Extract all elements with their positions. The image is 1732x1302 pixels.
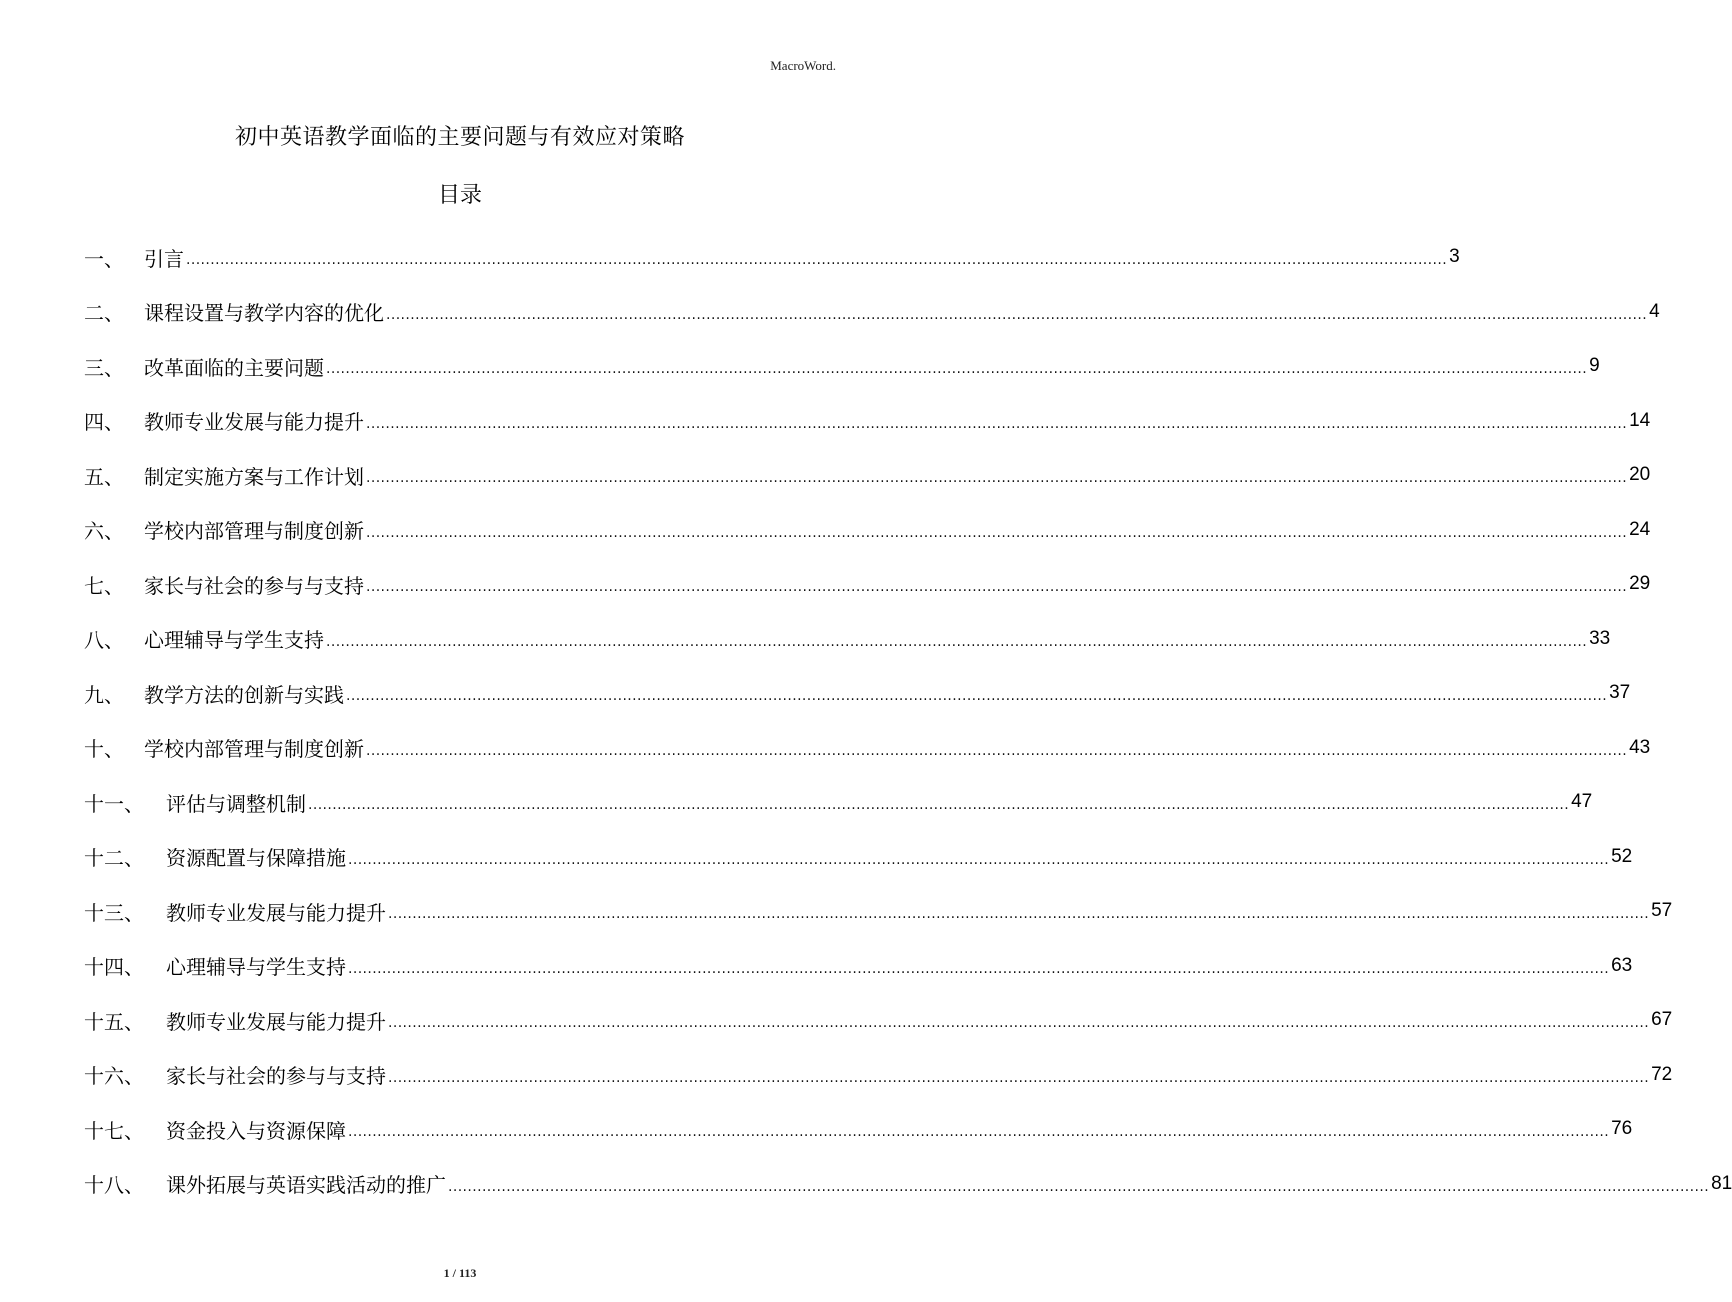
toc-entry-title: 教师专业发展与能力提升	[166, 1009, 386, 1034]
toc-entry-title: 资金投入与资源保障	[166, 1118, 346, 1143]
toc-dot-leader: ....................................................................................................................................................................................................................................................................	[388, 1069, 1650, 1086]
toc-dot-leader: ....................................................................................................................................................................................................................................................................	[366, 742, 1628, 759]
toc-dot-leader: ....................................................................................................................................................................................................................................................................	[366, 579, 1628, 596]
toc-entry-number: 八、	[84, 628, 124, 653]
toc-entry-title: 教师专业发展与能力提升	[144, 410, 364, 435]
toc-entry-title: 引言	[144, 246, 184, 271]
toc-entry-number: 四、	[84, 410, 124, 435]
toc-entry-page: 3	[1449, 246, 1460, 268]
toc-entry-title: 制定实施方案与工作计划	[144, 464, 364, 489]
toc-entry-title: 心理辅导与学生支持	[144, 628, 324, 653]
toc-entry[interactable]	[84, 394, 1651, 449]
toc-entry-title: 教学方法的创新与实践	[144, 682, 344, 707]
toc-entry-page: 37	[1609, 682, 1631, 704]
toc-entry[interactable]	[84, 1048, 1673, 1103]
toc-entry-page: 47	[1571, 791, 1593, 813]
toc-dot-leader: ....................................................................................................................................................................................................................................................................	[326, 361, 1588, 378]
toc-entry[interactable]	[84, 230, 1460, 285]
document-title: 初中英语教学面临的主要问题与有效应对策略	[234, 125, 685, 150]
toc-entry-number: 十四、	[84, 955, 144, 980]
toc-entry-number: 一、	[84, 246, 124, 271]
toc-entry-number: 七、	[84, 573, 124, 598]
toc-entry-number: 六、	[84, 519, 124, 544]
toc-entry-title: 课程设置与教学内容的优化	[144, 301, 384, 326]
toc-entry-page: 4	[1649, 300, 1660, 322]
toc-entry-number: 九、	[84, 682, 124, 707]
toc-entry-page: 76	[1611, 1118, 1633, 1140]
toc-entry[interactable]	[84, 612, 1611, 667]
toc-entry-number: 十八、	[84, 1173, 144, 1198]
toc-entry-number: 十五、	[84, 1009, 144, 1034]
toc-entry-title: 改革面临的主要问题	[144, 355, 324, 380]
toc-dot-leader: ....................................................................................................................................................................................................................................................................	[348, 1124, 1610, 1141]
toc-entry[interactable]	[84, 721, 1651, 776]
toc-entry-page: 43	[1629, 736, 1651, 758]
toc-entry-page: 9	[1589, 355, 1600, 377]
toc-entry-title: 家长与社会的参与与支持	[144, 573, 364, 598]
toc-entry-number: 五、	[84, 464, 124, 489]
toc-entry[interactable]	[84, 830, 1633, 885]
toc-entry-page: 33	[1589, 627, 1611, 649]
toc-dot-leader: ....................................................................................................................................................................................................................................................................	[388, 1015, 1650, 1032]
toc-entry[interactable]	[84, 503, 1651, 558]
toc-entry-number: 十一、	[84, 791, 144, 816]
toc-entry-title: 课外拓展与英语实践活动的推广	[166, 1173, 446, 1198]
toc-entry-page: 63	[1611, 954, 1633, 976]
toc-entry-number: 十三、	[84, 900, 144, 925]
toc-entry[interactable]	[84, 993, 1673, 1048]
toc-dot-leader: ....................................................................................................................................................................................................................................................................	[388, 906, 1650, 923]
toc-entry-page: 24	[1629, 518, 1651, 540]
toc-dot-leader: ....................................................................................................................................................................................................................................................................	[308, 797, 1570, 814]
toc-entry[interactable]	[84, 339, 1600, 394]
toc-entry[interactable]	[84, 448, 1651, 503]
toc-entry-page: 29	[1629, 573, 1651, 595]
toc-dot-leader: ....................................................................................................................................................................................................................................................................	[346, 688, 1608, 705]
toc-entry[interactable]	[84, 775, 1593, 830]
table-of-contents	[84, 230, 1732, 1211]
toc-dot-leader: ....................................................................................................................................................................................................................................................................	[348, 960, 1610, 977]
toc-entry-page: 20	[1629, 464, 1651, 486]
toc-dot-leader: ....................................................................................................................................................................................................................................................................	[366, 470, 1628, 487]
toc-entry-page: 72	[1651, 1063, 1673, 1085]
toc-entry[interactable]	[84, 884, 1673, 939]
toc-entry-page: 14	[1629, 409, 1651, 431]
toc-entry-number: 十、	[84, 737, 124, 762]
toc-heading: 目录	[437, 183, 482, 208]
toc-entry-page: 67	[1651, 1009, 1673, 1031]
toc-dot-leader: ....................................................................................................................................................................................................................................................................	[366, 415, 1628, 432]
page-indicator: 1 / 113	[443, 1266, 477, 1280]
toc-entry[interactable]	[84, 557, 1651, 612]
toc-dot-leader: ....................................................................................................................................................................................................................................................................	[386, 306, 1648, 323]
toc-entry-title: 家长与社会的参与与支持	[166, 1064, 386, 1089]
toc-entry[interactable]	[84, 1102, 1633, 1157]
toc-entry-number: 十七、	[84, 1118, 144, 1143]
toc-entry-title: 资源配置与保障措施	[166, 846, 346, 871]
toc-entry-title: 学校内部管理与制度创新	[144, 519, 364, 544]
toc-dot-leader: ....................................................................................................................................................................................................................................................................	[366, 524, 1628, 541]
toc-entry-title: 评估与调整机制	[166, 791, 306, 816]
toc-entry-number: 三、	[84, 355, 124, 380]
toc-entry-title: 心理辅导与学生支持	[166, 955, 346, 980]
toc-entry-page: 57	[1651, 900, 1673, 922]
toc-entry[interactable]	[84, 1157, 1732, 1212]
toc-dot-leader: ....................................................................................................................................................................................................................................................................	[186, 252, 1448, 269]
toc-dot-leader: ....................................................................................................................................................................................................................................................................	[348, 851, 1610, 868]
toc-dot-leader: ....................................................................................................................................................................................................................................................................	[326, 633, 1588, 650]
toc-dot-leader: ....................................................................................................................................................................................................................................................................	[448, 1178, 1710, 1195]
toc-entry[interactable]	[84, 666, 1631, 721]
toc-entry-title: 教师专业发展与能力提升	[166, 900, 386, 925]
toc-entry[interactable]	[84, 939, 1633, 994]
toc-entry-number: 十六、	[84, 1064, 144, 1089]
toc-entry-page: 52	[1611, 845, 1633, 867]
toc-entry[interactable]	[84, 285, 1660, 340]
toc-entry-number: 二、	[84, 301, 124, 326]
header-brand: MacroWord.	[770, 58, 836, 73]
toc-entry-page: 81	[1711, 1172, 1732, 1194]
toc-entry-number: 十二、	[84, 846, 144, 871]
toc-entry-title: 学校内部管理与制度创新	[144, 737, 364, 762]
